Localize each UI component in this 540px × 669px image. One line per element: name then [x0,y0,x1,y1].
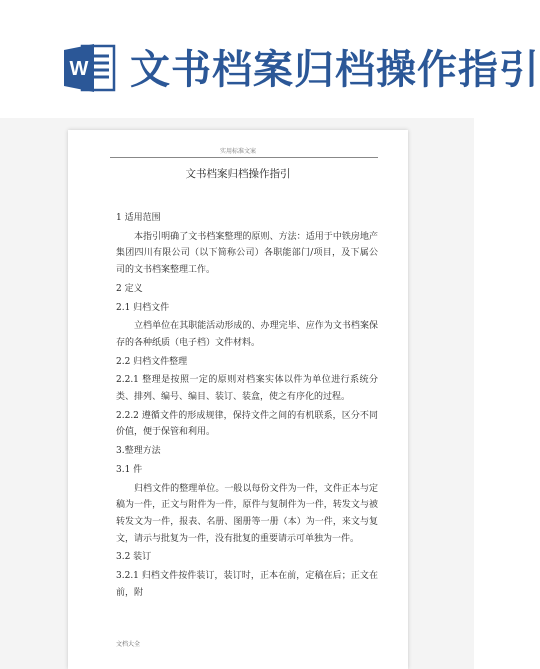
section-heading: 1 适用范围 [116,213,161,223]
page-header: 实用标准文案 [219,148,256,155]
header-divider [110,157,378,158]
paragraph: 本指引明确了文书档案整理的原则、方法：适用于中铁房地产集团四川有限公司（以下简称公司）各职能部门/项目，及下属公司的文书档案整理工作。 [116,231,378,275]
section-heading: 2 定义 [116,283,143,294]
subsection-heading: 3.1 件 [116,465,143,475]
subsection-heading: 2.1 归档文件 [116,302,170,313]
banner-title: 文书档案归档操作指引 [130,47,540,93]
section-heading: 3.整理方法 [116,446,161,457]
subsection-heading: 3.2 装订 [116,552,152,563]
paragraph: 归档文件的整理单位。一般以每份文件为一件，文件正本与定稿为一件，正文与附件为一件，原件与复制件为一件，转发文与被转发文为一件，报表、名册、图册等一册（本）为一件，来文与复文，请示与批复为一件，没有批复的重要请示可单独为一件。 [116,483,378,544]
paragraph: 立档单位在其职能活动形成的、办理完毕、应作为文书档案保存的各种纸质（电子档）文件材料。 [116,321,378,348]
document-page [68,130,408,669]
subsection-heading: 2.2 归档文件整理 [116,356,188,367]
paragraph: 3.2.1 归档文件按件装订，装订时，正本在前，定稿在后；正文在前，附 [116,571,378,598]
word-letter: W [69,58,89,80]
paragraph: 2.2.1 整理是按照一定的原则对档案实体以件为单位进行系统分类、排列、编号、编目、装订、装盒，使之有序化的过程。 [116,375,378,403]
word-document-icon [62,40,118,96]
document-body [116,210,378,604]
banner [0,0,540,118]
document-title: 文书档案归档操作指引 [185,168,291,180]
page-footer: 文档大全 [116,641,141,648]
paragraph: 2.2.2 遵循文件的形成规律，保持文件之间的有机联系，区分不同价值，便于保管和利用。 [116,410,378,438]
